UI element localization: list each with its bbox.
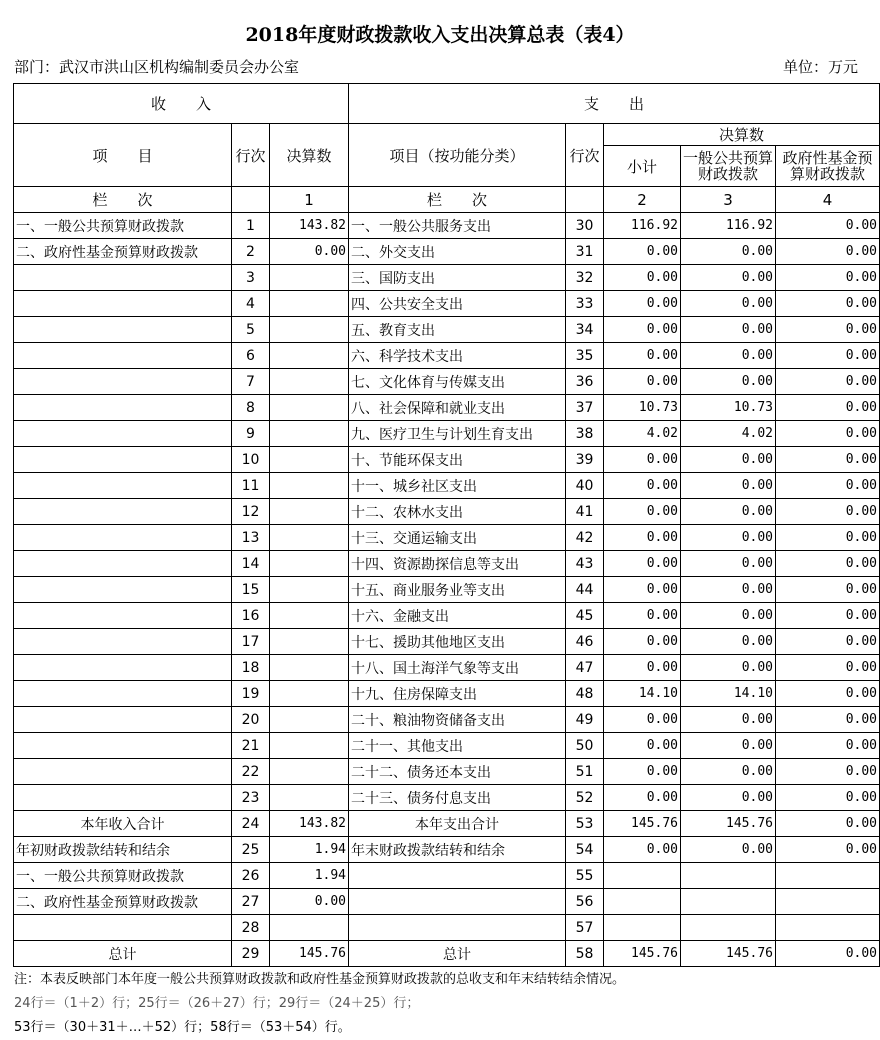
income-amount bbox=[270, 265, 349, 291]
note-line: 注：本表反映部门本年度一般公共预算财政拨款和政府性基金预算财政拨款的总收支和年末结转结余情况。 bbox=[14, 972, 626, 987]
income-row-no: 29 bbox=[232, 941, 270, 967]
expense-row-no: 38 bbox=[566, 421, 604, 447]
gov-fund-amount: 0.00 bbox=[776, 733, 880, 759]
income-amount bbox=[270, 733, 349, 759]
general-budget-amount: 0.00 bbox=[681, 837, 776, 863]
income-amount bbox=[270, 525, 349, 551]
gov-fund-amount: 0.00 bbox=[776, 941, 880, 967]
expense-item: 十一、城乡社区支出 bbox=[349, 473, 566, 499]
expense-row-no: 33 bbox=[566, 291, 604, 317]
income-amount: 143.82 bbox=[270, 811, 349, 837]
expense-item: 十二、农林水支出 bbox=[349, 499, 566, 525]
table-row bbox=[14, 473, 880, 499]
subtotal-amount: 0.00 bbox=[604, 369, 681, 395]
general-budget-amount: 116.92 bbox=[681, 213, 776, 239]
subtotal-amount: 0.00 bbox=[604, 603, 681, 629]
income-item bbox=[14, 369, 232, 395]
gov-fund-amount: 0.00 bbox=[776, 343, 880, 369]
gov-fund-amount: 0.00 bbox=[776, 291, 880, 317]
gov-fund-amount: 0.00 bbox=[776, 551, 880, 577]
table-row bbox=[14, 421, 880, 447]
subtotal-amount bbox=[604, 889, 681, 915]
general-budget-amount bbox=[681, 915, 776, 941]
income-item bbox=[14, 629, 232, 655]
expense-row-no: 53 bbox=[566, 811, 604, 837]
subtotal-amount: 116.92 bbox=[604, 213, 681, 239]
note-line: 53行＝（30＋31＋…＋52）行；58行＝（53＋54）行。 bbox=[14, 1020, 351, 1035]
expense-item: 四、公共安全支出 bbox=[349, 291, 566, 317]
general-budget-amount: 0.00 bbox=[681, 655, 776, 681]
subtotal-amount: 0.00 bbox=[604, 655, 681, 681]
expense-item: 十六、金融支出 bbox=[349, 603, 566, 629]
gov-fund-amount: 0.00 bbox=[776, 759, 880, 785]
gov-fund-amount: 0.00 bbox=[776, 499, 880, 525]
general-budget-amount: 0.00 bbox=[681, 447, 776, 473]
unit-label: 单位：万元 bbox=[782, 58, 858, 76]
gov-fund-amount bbox=[776, 915, 880, 941]
income-row-no: 4 bbox=[232, 291, 270, 317]
subtotal-amount: 0.00 bbox=[604, 577, 681, 603]
expense-column-label: 栏 次 bbox=[349, 187, 566, 213]
expense-row-no: 51 bbox=[566, 759, 604, 785]
income-item bbox=[14, 655, 232, 681]
expense-row-no: 55 bbox=[566, 863, 604, 889]
expense-item: 七、文化体育与传媒支出 bbox=[349, 369, 566, 395]
table-row bbox=[14, 863, 880, 889]
subtotal-amount: 0.00 bbox=[604, 837, 681, 863]
income-item bbox=[14, 707, 232, 733]
income-row-no: 16 bbox=[232, 603, 270, 629]
expense-item: 九、医疗卫生与计划生育支出 bbox=[349, 421, 566, 447]
income-item bbox=[14, 473, 232, 499]
expense-row-no: 37 bbox=[566, 395, 604, 421]
income-row-no: 2 bbox=[232, 239, 270, 265]
income-item-header: 项 目 bbox=[14, 124, 232, 187]
general-budget-amount: 145.76 bbox=[681, 811, 776, 837]
expense-header: 支 出 bbox=[349, 84, 880, 124]
gov-fund-header: 政府性基金预算财政拨款 bbox=[776, 146, 880, 187]
income-row-no: 28 bbox=[232, 915, 270, 941]
income-item: 二、政府性基金预算财政拨款 bbox=[14, 889, 232, 915]
expense-row-no: 36 bbox=[566, 369, 604, 395]
income-amount bbox=[270, 681, 349, 707]
income-item: 二、政府性基金预算财政拨款 bbox=[14, 239, 232, 265]
income-row-no: 19 bbox=[232, 681, 270, 707]
expense-row-no: 49 bbox=[566, 707, 604, 733]
table-row bbox=[14, 577, 880, 603]
gov-fund-amount bbox=[776, 889, 880, 915]
expense-row-no: 31 bbox=[566, 239, 604, 265]
table-row bbox=[14, 369, 880, 395]
income-row-no: 14 bbox=[232, 551, 270, 577]
income-amount: 1.94 bbox=[270, 837, 349, 863]
gov-fund-amount: 0.00 bbox=[776, 811, 880, 837]
table-row bbox=[14, 525, 880, 551]
income-amount bbox=[270, 317, 349, 343]
income-row-no: 17 bbox=[232, 629, 270, 655]
table-row bbox=[14, 499, 880, 525]
income-item bbox=[14, 759, 232, 785]
expense-row-no: 57 bbox=[566, 915, 604, 941]
income-row-no: 24 bbox=[232, 811, 270, 837]
gov-fund-amount: 0.00 bbox=[776, 525, 880, 551]
income-row-no: 25 bbox=[232, 837, 270, 863]
expense-row-no: 41 bbox=[566, 499, 604, 525]
income-item bbox=[14, 291, 232, 317]
col-number-4: 4 bbox=[776, 187, 880, 213]
income-amount bbox=[270, 915, 349, 941]
gov-fund-amount: 0.00 bbox=[776, 213, 880, 239]
expense-item: 十三、交通运输支出 bbox=[349, 525, 566, 551]
gov-fund-amount: 0.00 bbox=[776, 681, 880, 707]
table-row bbox=[14, 837, 880, 863]
subtotal-amount: 0.00 bbox=[604, 291, 681, 317]
income-row-no: 26 bbox=[232, 863, 270, 889]
expense-item: 八、社会保障和就业支出 bbox=[349, 395, 566, 421]
expense-item: 六、科学技术支出 bbox=[349, 343, 566, 369]
income-amount-header: 决算数 bbox=[270, 124, 349, 187]
gov-fund-amount: 0.00 bbox=[776, 239, 880, 265]
general-budget-amount: 14.10 bbox=[681, 681, 776, 707]
income-row-no: 21 bbox=[232, 733, 270, 759]
report-title: 2018年度财政拨款收入支出决算总表（表4） bbox=[245, 24, 635, 46]
gov-fund-amount: 0.00 bbox=[776, 447, 880, 473]
amount-group-header: 决算数 bbox=[604, 124, 880, 146]
expense-row-no: 46 bbox=[566, 629, 604, 655]
income-item bbox=[14, 447, 232, 473]
expense-item: 二十三、债务付息支出 bbox=[349, 785, 566, 811]
col-number-2: 2 bbox=[604, 187, 681, 213]
gov-fund-amount: 0.00 bbox=[776, 707, 880, 733]
subtotal-amount: 0.00 bbox=[604, 525, 681, 551]
empty-cell bbox=[566, 187, 604, 213]
gov-fund-amount bbox=[776, 863, 880, 889]
income-row-no: 20 bbox=[232, 707, 270, 733]
income-item: 一、一般公共预算财政拨款 bbox=[14, 213, 232, 239]
general-budget-amount: 0.00 bbox=[681, 239, 776, 265]
income-amount: 145.76 bbox=[270, 941, 349, 967]
income-item: 年初财政拨款结转和结余 bbox=[14, 837, 232, 863]
income-amount bbox=[270, 629, 349, 655]
income-row-no: 10 bbox=[232, 447, 270, 473]
general-budget-amount: 0.00 bbox=[681, 525, 776, 551]
income-row-no: 12 bbox=[232, 499, 270, 525]
income-item bbox=[14, 915, 232, 941]
gov-fund-amount: 0.00 bbox=[776, 369, 880, 395]
income-item: 一、一般公共预算财政拨款 bbox=[14, 863, 232, 889]
expense-row-no: 43 bbox=[566, 551, 604, 577]
table-row bbox=[14, 941, 880, 967]
subtotal-amount: 0.00 bbox=[604, 343, 681, 369]
table-row bbox=[14, 759, 880, 785]
expense-row-no: 58 bbox=[566, 941, 604, 967]
general-budget-amount: 145.76 bbox=[681, 941, 776, 967]
income-amount bbox=[270, 369, 349, 395]
expense-item: 十七、援助其他地区支出 bbox=[349, 629, 566, 655]
gov-fund-amount: 0.00 bbox=[776, 421, 880, 447]
subtotal-amount: 0.00 bbox=[604, 317, 681, 343]
income-amount bbox=[270, 395, 349, 421]
general-budget-header: 一般公共预算财政拨款 bbox=[681, 146, 776, 187]
table-row bbox=[14, 265, 880, 291]
income-row-no: 13 bbox=[232, 525, 270, 551]
general-budget-amount: 0.00 bbox=[681, 265, 776, 291]
gov-fund-amount: 0.00 bbox=[776, 395, 880, 421]
income-row-no: 9 bbox=[232, 421, 270, 447]
empty-cell bbox=[232, 187, 270, 213]
subtotal-amount: 0.00 bbox=[604, 239, 681, 265]
income-row-no: 22 bbox=[232, 759, 270, 785]
expense-item: 总计 bbox=[349, 941, 566, 967]
budget-table bbox=[13, 83, 880, 967]
income-item bbox=[14, 395, 232, 421]
expense-row-no: 56 bbox=[566, 889, 604, 915]
notes bbox=[14, 968, 625, 1040]
income-amount bbox=[270, 291, 349, 317]
table-row bbox=[14, 343, 880, 369]
income-row-no: 23 bbox=[232, 785, 270, 811]
table-row bbox=[14, 915, 880, 941]
income-amount bbox=[270, 343, 349, 369]
general-budget-amount: 0.00 bbox=[681, 759, 776, 785]
table-row bbox=[14, 447, 880, 473]
income-row-no: 3 bbox=[232, 265, 270, 291]
gov-fund-amount: 0.00 bbox=[776, 837, 880, 863]
expense-item: 十九、住房保障支出 bbox=[349, 681, 566, 707]
general-budget-amount: 0.00 bbox=[681, 473, 776, 499]
general-budget-amount: 0.00 bbox=[681, 733, 776, 759]
income-amount: 1.94 bbox=[270, 863, 349, 889]
income-item bbox=[14, 785, 232, 811]
income-amount bbox=[270, 421, 349, 447]
expense-row-no: 45 bbox=[566, 603, 604, 629]
expense-item bbox=[349, 863, 566, 889]
gov-fund-amount: 0.00 bbox=[776, 577, 880, 603]
expense-item: 二十一、其他支出 bbox=[349, 733, 566, 759]
table-row bbox=[14, 733, 880, 759]
income-item bbox=[14, 421, 232, 447]
table-row bbox=[14, 629, 880, 655]
general-budget-amount bbox=[681, 889, 776, 915]
expense-row-no: 50 bbox=[566, 733, 604, 759]
subtotal-amount: 14.10 bbox=[604, 681, 681, 707]
general-budget-amount: 0.00 bbox=[681, 603, 776, 629]
expense-item: 本年支出合计 bbox=[349, 811, 566, 837]
income-row-no: 7 bbox=[232, 369, 270, 395]
subtotal-amount: 0.00 bbox=[604, 785, 681, 811]
table-row bbox=[14, 889, 880, 915]
general-budget-amount: 0.00 bbox=[681, 551, 776, 577]
expense-row-no: 39 bbox=[566, 447, 604, 473]
table-row bbox=[14, 707, 880, 733]
income-item: 总计 bbox=[14, 941, 232, 967]
income-amount bbox=[270, 603, 349, 629]
subtotal-amount: 0.00 bbox=[604, 265, 681, 291]
income-header: 收 入 bbox=[14, 84, 349, 124]
col-number-3: 3 bbox=[681, 187, 776, 213]
general-budget-amount: 0.00 bbox=[681, 499, 776, 525]
income-item bbox=[14, 733, 232, 759]
subtotal-amount: 0.00 bbox=[604, 707, 681, 733]
expense-item: 二十、粮油物资储备支出 bbox=[349, 707, 566, 733]
expense-row-no: 32 bbox=[566, 265, 604, 291]
subtotal-amount: 0.00 bbox=[604, 447, 681, 473]
expense-row-no: 52 bbox=[566, 785, 604, 811]
table-row bbox=[14, 239, 880, 265]
income-row-no: 15 bbox=[232, 577, 270, 603]
income-row-no: 6 bbox=[232, 343, 270, 369]
income-amount bbox=[270, 759, 349, 785]
expense-row-no: 48 bbox=[566, 681, 604, 707]
subtotal-amount: 0.00 bbox=[604, 629, 681, 655]
expense-row-no-header: 行次 bbox=[566, 124, 604, 187]
gov-fund-amount: 0.00 bbox=[776, 317, 880, 343]
income-amount bbox=[270, 577, 349, 603]
expense-row-no: 54 bbox=[566, 837, 604, 863]
general-budget-amount bbox=[681, 863, 776, 889]
expense-item: 一、一般公共服务支出 bbox=[349, 213, 566, 239]
gov-fund-amount: 0.00 bbox=[776, 785, 880, 811]
table-row bbox=[14, 811, 880, 837]
income-amount bbox=[270, 473, 349, 499]
general-budget-amount: 4.02 bbox=[681, 421, 776, 447]
income-item bbox=[14, 317, 232, 343]
general-budget-amount: 0.00 bbox=[681, 629, 776, 655]
subtotal-amount bbox=[604, 915, 681, 941]
note-line: 24行＝（1＋2）行；25行＝（26＋27）行；29行＝（24＋25）行； bbox=[14, 996, 420, 1011]
subtotal-amount: 145.76 bbox=[604, 811, 681, 837]
expense-item: 五、教育支出 bbox=[349, 317, 566, 343]
expense-row-no: 30 bbox=[566, 213, 604, 239]
subtotal-amount: 0.00 bbox=[604, 759, 681, 785]
expense-item: 十四、资源勘探信息等支出 bbox=[349, 551, 566, 577]
subtotal-amount: 10.73 bbox=[604, 395, 681, 421]
subtotal-amount: 0.00 bbox=[604, 473, 681, 499]
table-row bbox=[14, 291, 880, 317]
income-row-no: 11 bbox=[232, 473, 270, 499]
subtotal-amount bbox=[604, 863, 681, 889]
expense-row-no: 34 bbox=[566, 317, 604, 343]
income-amount bbox=[270, 785, 349, 811]
expense-row-no: 40 bbox=[566, 473, 604, 499]
income-amount bbox=[270, 551, 349, 577]
gov-fund-amount: 0.00 bbox=[776, 655, 880, 681]
table-row bbox=[14, 655, 880, 681]
expense-row-no: 42 bbox=[566, 525, 604, 551]
general-budget-amount: 0.00 bbox=[681, 785, 776, 811]
general-budget-amount: 0.00 bbox=[681, 369, 776, 395]
income-item bbox=[14, 681, 232, 707]
gov-fund-amount: 0.00 bbox=[776, 629, 880, 655]
general-budget-amount: 0.00 bbox=[681, 707, 776, 733]
general-budget-amount: 0.00 bbox=[681, 577, 776, 603]
income-row-no: 5 bbox=[232, 317, 270, 343]
income-amount: 0.00 bbox=[270, 889, 349, 915]
income-item: 本年收入合计 bbox=[14, 811, 232, 837]
income-row-no: 8 bbox=[232, 395, 270, 421]
expense-item: 十、节能环保支出 bbox=[349, 447, 566, 473]
income-item bbox=[14, 499, 232, 525]
subtotal-amount: 0.00 bbox=[604, 551, 681, 577]
table-row bbox=[14, 213, 880, 239]
expense-row-no: 35 bbox=[566, 343, 604, 369]
income-column-label: 栏 次 bbox=[14, 187, 232, 213]
income-amount: 0.00 bbox=[270, 239, 349, 265]
gov-fund-amount: 0.00 bbox=[776, 473, 880, 499]
table-row bbox=[14, 317, 880, 343]
general-budget-amount: 0.00 bbox=[681, 317, 776, 343]
expense-item bbox=[349, 915, 566, 941]
expense-item: 年末财政拨款结转和结余 bbox=[349, 837, 566, 863]
income-amount bbox=[270, 655, 349, 681]
income-row-no: 27 bbox=[232, 889, 270, 915]
table-row bbox=[14, 395, 880, 421]
income-amount: 143.82 bbox=[270, 213, 349, 239]
subtotal-amount: 0.00 bbox=[604, 499, 681, 525]
income-item bbox=[14, 343, 232, 369]
income-amount bbox=[270, 499, 349, 525]
gov-fund-amount: 0.00 bbox=[776, 603, 880, 629]
income-row-no: 1 bbox=[232, 213, 270, 239]
income-amount bbox=[270, 707, 349, 733]
general-budget-amount: 0.00 bbox=[681, 291, 776, 317]
expense-item: 二十二、债务还本支出 bbox=[349, 759, 566, 785]
subtotal-amount: 4.02 bbox=[604, 421, 681, 447]
expense-item: 二、外交支出 bbox=[349, 239, 566, 265]
subtotal-amount: 145.76 bbox=[604, 941, 681, 967]
income-amount bbox=[270, 447, 349, 473]
income-row-no: 18 bbox=[232, 655, 270, 681]
expense-item: 三、国防支出 bbox=[349, 265, 566, 291]
expense-row-no: 44 bbox=[566, 577, 604, 603]
table-row bbox=[14, 681, 880, 707]
income-item bbox=[14, 577, 232, 603]
general-budget-amount: 10.73 bbox=[681, 395, 776, 421]
expense-row-no: 47 bbox=[566, 655, 604, 681]
subtotal-amount: 0.00 bbox=[604, 733, 681, 759]
income-item bbox=[14, 525, 232, 551]
subtotal-header: 小计 bbox=[604, 146, 681, 187]
income-item bbox=[14, 551, 232, 577]
table-row bbox=[14, 785, 880, 811]
expense-item bbox=[349, 889, 566, 915]
general-budget-amount: 0.00 bbox=[681, 343, 776, 369]
func-item-header: 项目（按功能分类） bbox=[349, 124, 566, 187]
expense-item: 十八、国土海洋气象等支出 bbox=[349, 655, 566, 681]
expense-item: 十五、商业服务业等支出 bbox=[349, 577, 566, 603]
income-item bbox=[14, 603, 232, 629]
table-row bbox=[14, 603, 880, 629]
col-number-1: 1 bbox=[270, 187, 349, 213]
income-item bbox=[14, 265, 232, 291]
department-label: 部门：武汉市洪山区机构编制委员会办公室 bbox=[14, 58, 300, 76]
gov-fund-amount: 0.00 bbox=[776, 265, 880, 291]
income-row-no-header: 行次 bbox=[232, 124, 270, 187]
table-row bbox=[14, 551, 880, 577]
